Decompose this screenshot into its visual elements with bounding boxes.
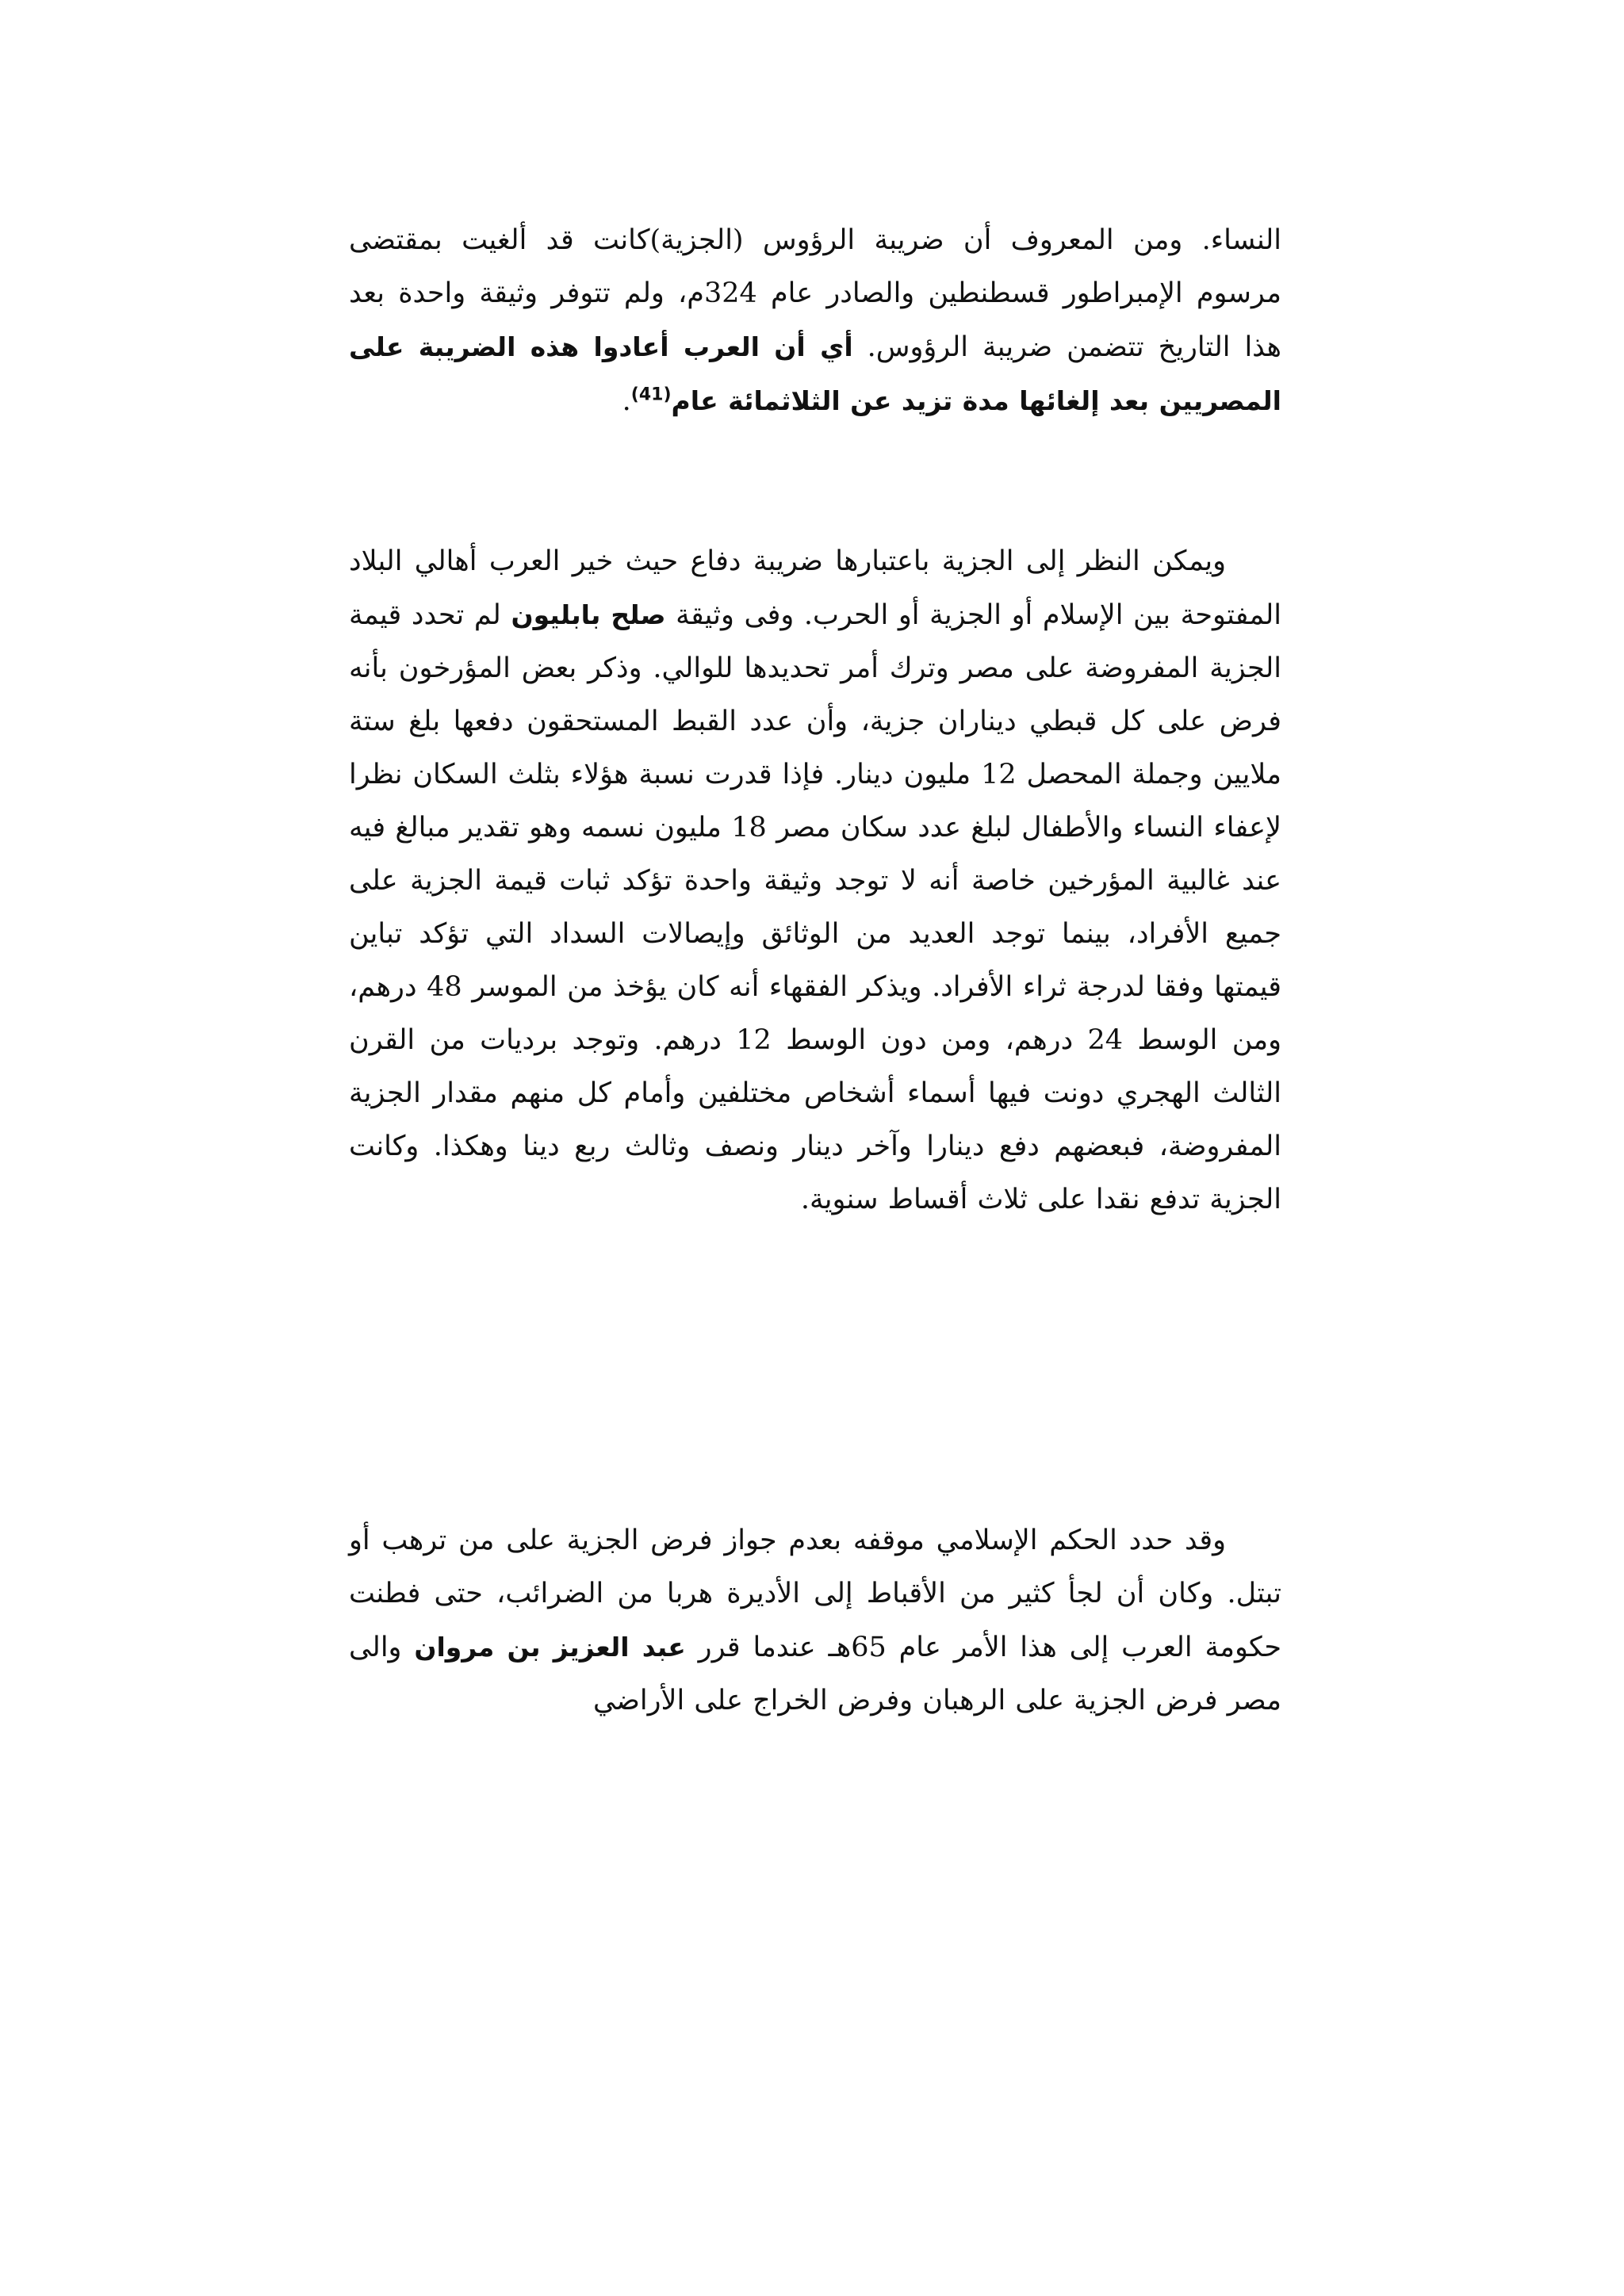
- paragraph-text: وقد حدد الحكم الإسلامي موقفه بعدم جواز فرض الجزية على من ترهب أو تبتل. وكان أن لجأ كثير من الأقباط إلى الأديرة هربا من الضرائب، حتى فطنت حكومة العرب إلى هذا الأمر عام 65هـ عندما قرر: [349, 1525, 1282, 1663]
- paragraph-monks-jizya: [349, 1514, 1281, 1728]
- paragraph-text: النساء. ومن المعروف أن ضريبة الرؤوس (الجزية)كانت قد ألغيت بمقتضى مرسوم الإمبراطور قسطنطين والصادر عام 324م، ولم تتوفر وثيقة واحدة بعد هذا التاريخ تتضمن ضريبة الرؤوس.: [349, 224, 1282, 363]
- paragraph-text: .: [622, 385, 631, 417]
- paragraph-jizya-defense-tax: [349, 535, 1281, 1226]
- bold-term: صلح بابليون: [511, 599, 666, 630]
- footnote-marker[interactable]: (41): [630, 385, 672, 405]
- bold-statement: أي أن العرب أعادوا هذه الضريبة على المصريين بعد إلغائها مدة تزيد عن الثلاثمائة عام: [349, 331, 1281, 416]
- bold-name: عبد العزيز بن مروان: [414, 1632, 686, 1663]
- paragraph-text: والى مصر فرض الجزية على الرهبان وفرض الخراج على الأراضي: [349, 1632, 1281, 1716]
- paragraph-jizya-abolition: [349, 214, 1281, 428]
- paragraph-text: ويمكن النظر إلى الجزية باعتبارها ضريبة دفاع حيث خير العرب أهالي البلاد المفتوحة بين الإسلام أو الجزية أو الحرب. وفى وثيقة: [349, 545, 1281, 631]
- paragraph-text: لم تحدد قيمة الجزية المفروضة على مصر وترك أمر تحديدها للوالي. وذكر بعض المؤرخون بأنه فرض على كل قبطي ديناران جزية، وأن عدد القبط المستحقون دفعها بلغ ستة ملايين وجملة المحصل 12 مليون دينار. فإذا قدرت نسبة هؤلاء بثلث السكان نظرا لإعفاء النساء والأطفال لبلغ عدد سكان مصر 18 مليون نسمه وهو تقدير مبالغ فيه عند غالبية المؤرخين خاصة أنه لا توجد وثيقة واحدة تؤكد ثبات قيمة الجزية على جميع الأفراد، بينما توجد العديد من الوثائق وإيصالات السداد التي تؤكد تباين قيمتها وفقا لدرجة ثراء الأفراد. ويذكر الفقهاء أنه كان يؤخذ من الموسر 48 درهم، ومن الوسط 24 درهم، ومن دون الوسط 12 درهم. وتوجد برديات من القرن الثالث الهجري دونت فيها أسماء أشخاص مختلفين وأمام كل منهم مقدار الجزية المفروضة، فبعضهم دفع دينارا وآخر دينار ونصف وثالث ربع دينا وهكذا. وكانت الجزية تدفع نقدا على ثلاث أقساط سنوية.: [349, 599, 1282, 1215]
